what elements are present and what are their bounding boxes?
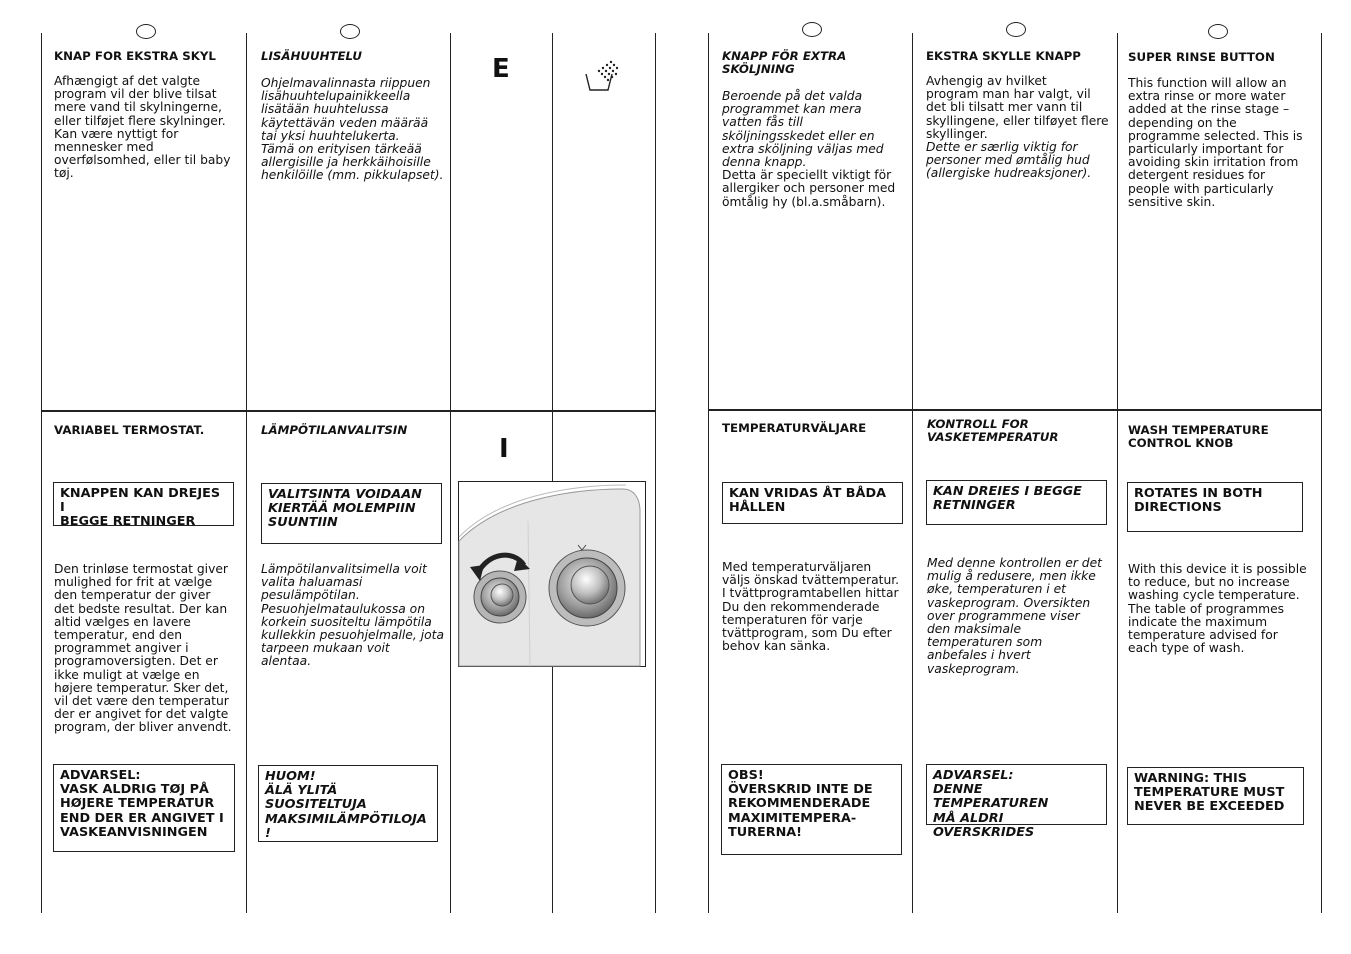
swedish-temperature-title xyxy=(722,422,908,435)
section-body: This function will allow an extra rinse or more water added at the rinse stage – depending on the programme selected. This is particularly important for avoiding skin irritation from detergent residues for people with particularly sensitive skin. xyxy=(1128,76,1303,209)
finnish-warning-box: HUOM! ÄLÄ YLITÄ SUOSITELTUJA MAKSIMILÄMPÖTILOJA ! xyxy=(258,765,438,842)
column-divider xyxy=(1117,33,1118,913)
norwegian-rinse-section xyxy=(926,50,1112,181)
danish-warning-box: ADVARSEL: VASK ALDRIG TØJ PÅ HØJERE TEMPERATUR END DER ER ANGIVET I VASKEANVISNINGEN xyxy=(53,764,235,852)
norwegian-direction-note: KAN DREIES I BEGGE RETNINGER xyxy=(926,480,1107,525)
english-warning-box: WARNING: THIS TEMPERATURE MUST NEVER BE EXCEEDED xyxy=(1127,767,1304,825)
english-temperature-title xyxy=(1128,424,1314,450)
section-body: Avhengig av hvilket program man har valgt, vil det bli tilsatt mer vann til skyllingene, eller tilføyet flere skyllinger. xyxy=(926,74,1109,141)
english-rinse-section xyxy=(1128,51,1314,209)
danish-rinse-section xyxy=(54,50,239,181)
section-title: WASH TEMPERATURE CONTROL KNOB xyxy=(1128,423,1269,450)
section-title: KONTROLL FOR VASKETEMPERATUR xyxy=(927,417,1059,444)
norwegian-temperature-title xyxy=(927,418,1113,444)
extra-rinse-shower-icon xyxy=(582,60,622,94)
norwegian-temperature-body: Med denne kontrollen er det mulig å redusere, men ikke øke, temperaturen i et vaskeprogram. Oversikten over programmene viser den maksimale temperaturen som anbefales i hvert vaskeprogram. xyxy=(927,556,1102,676)
column-divider xyxy=(912,33,913,913)
swedish-warning-box: OBS! ÖVERSKRID INTE DE REKOMMENDERADE MAXIMITEMPERA- TURERNA! xyxy=(721,764,902,855)
finnish-rinse-section xyxy=(261,50,446,183)
section-letter-i: I xyxy=(499,434,509,464)
section-letter-e: E xyxy=(492,54,510,84)
english-direction-note: ROTATES IN BOTH DIRECTIONS xyxy=(1127,482,1303,532)
finnish-direction-note: VALITSINTA VOIDAAN KIERTÄÄ MOLEMPIIN SUUNTIIN xyxy=(261,483,442,544)
column-divider xyxy=(552,33,553,913)
section-body-italic: Dette er særlig viktig for personer med ømtålig hud (allergiske hudreaksjoner). xyxy=(926,140,1092,181)
norwegian-warning-box: ADVARSEL: DENNE TEMPERATUREN MÅ ALDRI OVERSKRIDES xyxy=(926,764,1107,825)
column-divider xyxy=(708,33,709,913)
danish-temperature-title xyxy=(54,424,239,437)
column-divider xyxy=(655,33,656,913)
danish-direction-note: KNAPPEN KAN DREJES I BEGGE RETNINGER xyxy=(53,482,234,526)
finnish-temperature-title xyxy=(261,424,446,437)
swedish-rinse-section xyxy=(722,50,908,209)
language-marker-icon xyxy=(802,22,822,37)
column-divider xyxy=(450,33,451,913)
column-divider xyxy=(246,33,247,913)
finnish-temperature-body: Lämpötilanvalitsimella voit valita haluamasi pesulämpötilan. Pesuohjelmataulukossa on korkein suositeltu lämpötila kullekkin pesuohjelmalle, jota tarpeen mukaan voit alentaa. xyxy=(261,562,444,669)
danish-temperature-body: Den trinløse termostat giver mulighed for frit at vælge den temperatur der giver det bedste resultat. Der kan altid vælges en lavere temperatur, end den programmet angiver i programoversigten. Det er ikke muligt at vælge en højere temperatur. Sker det, vil det være den temperatur der er angivet for det valgte program, der bliver anvendt. xyxy=(54,562,232,735)
section-title: LÄMPÖTILANVALITSIN xyxy=(261,423,408,437)
section-body: Detta är speciellt viktigt för allergiker och personer med ömtålig hy (bl.a.småbarn). xyxy=(722,168,896,209)
section-title: LISÄHUUHTELU xyxy=(261,49,362,63)
section-title: TEMPERATURVÄLJARE xyxy=(722,421,867,435)
section-title: KNAPP FÖR EXTRA SKÖLJNING xyxy=(722,49,847,76)
language-marker-icon xyxy=(340,24,360,39)
section-title: VARIABEL TERMOSTAT. xyxy=(54,423,205,437)
section-title: SUPER RINSE BUTTON xyxy=(1128,50,1275,64)
language-marker-icon xyxy=(1208,24,1228,39)
section-body: Ohjelmavalinnasta riippuen lisähuuhtelupainikkeella lisätään huuhtelussa käytettävän veden määrää tai yksi huuhtelukerta. Tämä on erityisen tärkeää allergisille ja herkkäihoisille henkilöille (mm. pikkulapset). xyxy=(261,76,444,183)
section-title: KNAP FOR EKSTRA SKYL xyxy=(54,49,216,63)
english-temperature-body: With this device it is possible to reduce, but no increase washing cycle temperature. The table of programmes indicate the maximum temperature advised for each type of wash. xyxy=(1128,562,1307,656)
language-marker-icon xyxy=(136,24,156,39)
swedish-direction-note: KAN VRIDAS ÅT BÅDA HÅLLEN xyxy=(722,482,903,524)
row-divider xyxy=(41,410,656,412)
section-body-italic: Beroende på det valda programmet kan mera vatten fås till sköljningsskedet eller en extra sköljning väljas med denna knapp. xyxy=(722,89,884,170)
temperature-knob-illustration xyxy=(458,481,646,667)
column-divider xyxy=(41,33,42,913)
row-divider xyxy=(708,409,1322,411)
section-title: EKSTRA SKYLLE KNAPP xyxy=(926,49,1081,63)
swedish-temperature-body: Med temperaturväljaren väljs önskad tvättemperatur. I tvättprogramtabellen hittar Du den rekommenderade temperaturen för varje tvättprogram, som Du efter behov kan sänka. xyxy=(722,560,900,654)
language-marker-icon xyxy=(1006,22,1026,37)
section-body: Afhængigt af det valgte program vil der blive tilsat mere vand til skylningerne, eller tilføjet flere skylninger. Kan være nyttigt for mennesker med overfølsomhed, eller til baby tøj. xyxy=(54,74,231,181)
column-divider xyxy=(1321,33,1322,913)
